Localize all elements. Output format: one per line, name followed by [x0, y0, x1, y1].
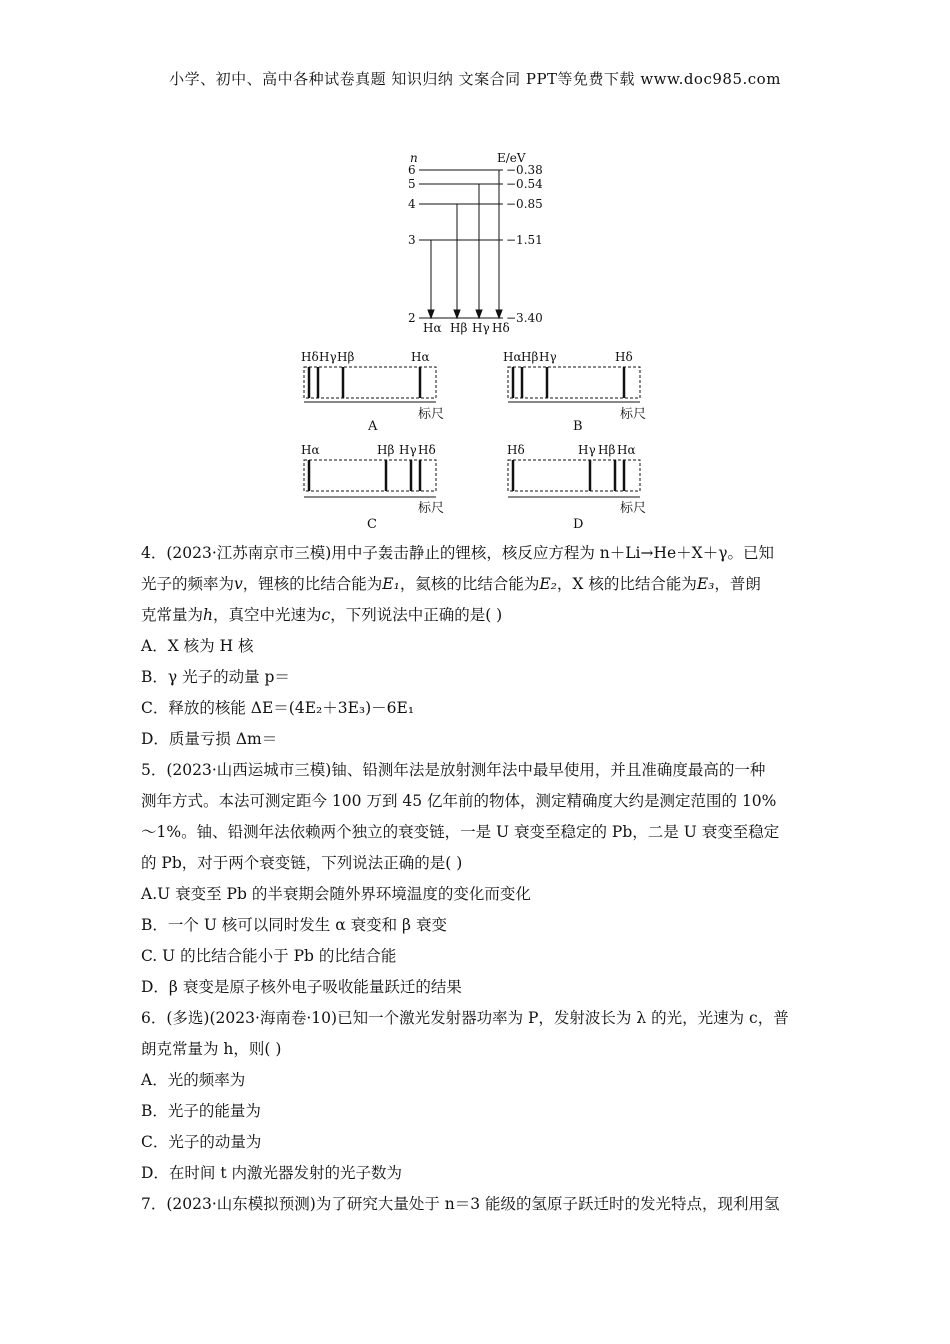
q4-stem-line-3	[141, 600, 811, 631]
q6-option-c: C．光子的动量为	[141, 1133, 262, 1151]
q4-stem-3c: ，下列说法中正确的是( )	[330, 606, 503, 624]
spectrum-b-label-2: Hβ	[521, 350, 539, 364]
q5-stem-line-2: 测年方式。本法可测定距今 100 万到 45 亿年前的物体，测定精确度大约是测定范围的 10%	[141, 792, 777, 810]
q4-option-a: A．X 核为 H 核	[141, 637, 254, 655]
page-header: 小学、初中、高中各种试卷真题 知识归纳 文案合同 PPT等免费下载 www.doc985.com	[169, 70, 781, 88]
q5-option-a: A.U 衰变至 Pb 的半衰期会随外界环境温度的变化而变化	[141, 885, 531, 903]
question-6	[141, 1003, 811, 1189]
spectrum-b-label-1: Hα	[503, 350, 522, 364]
q4-sym-v: v	[234, 575, 243, 593]
spectrum-a-label-3: Hβ	[337, 350, 355, 364]
question-7	[141, 1189, 811, 1220]
spectrum-c-option: C	[367, 517, 377, 532]
arrow-head-gamma	[476, 310, 482, 318]
q4-stem-2c: ，氦核的比结合能为	[399, 575, 540, 593]
spectrum-b-label-3: Hγ	[539, 350, 557, 364]
level-n-3: 3	[408, 233, 416, 247]
q4-stem-line-2	[141, 569, 811, 600]
q4-stem-2e: ，普朗	[714, 575, 761, 593]
q6-option-d: D．在时间 t 内激光器发射的光子数为	[141, 1164, 403, 1182]
level-e-3: −1.51	[506, 233, 543, 247]
spectrum-a-ruler-label: 标尺	[418, 407, 445, 422]
q4-sym-e3: E₃	[696, 575, 715, 593]
axis-n-label: n	[410, 151, 418, 165]
q5-option-d: D．β 衰变是原子核外电子吸收能量跃迁的结果	[141, 978, 462, 996]
q5-stem-line-3: ～1%。铀、铅测年法依赖两个独立的衰变链，一是 U 衰变至稳定的 Pb，二是 U 衰变至稳定	[141, 823, 780, 841]
transition-label-delta: Hδ	[492, 321, 510, 335]
spectrum-c	[301, 443, 444, 532]
spectrum-b-ruler-label: 标尺	[620, 407, 647, 422]
spectrum-d-option: D	[573, 517, 584, 532]
spectrum-d-label-1: Hδ	[507, 443, 525, 457]
spectrum-a	[301, 350, 444, 434]
q4-sym-e2: E₂	[539, 575, 557, 593]
spectrum-a-frame	[304, 367, 436, 398]
q5-option-c: C. U 的比结合能小于 Pb 的比结合能	[141, 947, 397, 965]
level-n-2: 2	[408, 311, 416, 325]
q6-stem-line-1: 6．(多选)(2023·海南卷·10)已知一个激光发射器功率为 P，发射波长为 λ 的光，光速为 c，普	[141, 1009, 789, 1027]
axis-e-label: E/eV	[497, 151, 526, 165]
energy-level-figure	[0, 0, 950, 540]
level-e-6: −0.38	[506, 163, 543, 177]
q4-stem-2d: ，X 核的比结合能为	[556, 575, 697, 593]
spectrum-c-ruler-label: 标尺	[418, 501, 445, 516]
spectrum-c-label-3: Hγ	[399, 443, 417, 457]
arrow-head-beta	[454, 310, 460, 318]
level-n-6: 6	[408, 163, 416, 177]
spectrum-b-option: B	[573, 419, 583, 434]
spectrum-b	[503, 350, 646, 434]
arrow-head-alpha	[428, 310, 434, 318]
q5-option-b: B．一个 U 核可以同时发生 α 衰变和 β 衰变	[141, 916, 447, 934]
q4-sym-h: h	[203, 606, 213, 624]
level-e-2: −3.40	[506, 311, 543, 325]
arrow-head-delta	[496, 310, 502, 318]
spectrum-c-label-2: Hβ	[377, 443, 395, 457]
spectrum-d-frame	[508, 460, 640, 491]
level-e-5: −0.54	[506, 177, 543, 191]
transition-label-beta: Hβ	[450, 321, 468, 335]
q4-stem-3b: ，真空中光速为	[213, 606, 322, 624]
spectrum-d-ruler-label: 标尺	[620, 501, 647, 516]
q4-sym-e1: E₁	[382, 575, 400, 593]
level-e-4: −0.85	[506, 197, 543, 211]
q4-option-d: D．质量亏损 Δm＝	[141, 730, 278, 748]
spectrum-a-label-4: Hα	[411, 350, 430, 364]
transition-label-gamma: Hγ	[472, 321, 490, 335]
spectrum-d-label-4: Hα	[617, 443, 636, 457]
spectrum-d	[507, 443, 646, 532]
q4-option-b: B．γ 光子的动量 p＝	[141, 668, 290, 686]
q4-stem-2b: ，锂核的比结合能为	[242, 575, 383, 593]
spectrum-b-label-4: Hδ	[615, 350, 633, 364]
q6-stem-line-2: 朗克常量为 h，则( )	[141, 1040, 282, 1058]
spectrum-a-label-1: Hδ	[301, 350, 319, 364]
q6-option-b: B．光子的能量为	[141, 1102, 261, 1120]
transition-label-alpha: Hα	[423, 321, 442, 335]
q4-stem-3a: 克常量为	[141, 606, 204, 624]
spectrum-d-label-3: Hβ	[598, 443, 616, 457]
figure-svg	[0, 0, 950, 540]
q4-stem-2a: 光子的频率为	[141, 575, 235, 593]
spectrum-d-label-2: Hγ	[578, 443, 596, 457]
spectrum-a-option: A	[368, 419, 378, 434]
q5-stem-line-4: 的 Pb，对于两个衰变链，下列说法正确的是( )	[141, 854, 463, 872]
spectrum-c-label-4: Hδ	[418, 443, 436, 457]
q7-stem-line-1: 7．(2023·山东模拟预测)为了研究大量处于 n＝3 能级的氢原子跃迁时的发光特点，现利用氢	[141, 1195, 780, 1213]
q5-stem-line-1: 5．(2023·山西运城市三模)铀、铅测年法是放射测年法中最早使用，并且准确度最高的一种	[141, 761, 766, 779]
q6-option-a: A．光的频率为	[141, 1071, 246, 1089]
spectrum-c-frame	[304, 460, 436, 491]
spectrum-b-frame	[508, 367, 640, 398]
question-5	[141, 755, 811, 1003]
q4-stem-line-1: 4．(2023·江苏南京市三模)用中子轰击静止的锂核，核反应方程为 n＋Li→He＋X＋γ。已知	[141, 544, 774, 562]
question-4	[141, 538, 811, 755]
q4-sym-c: c	[321, 606, 331, 624]
level-n-4: 4	[408, 197, 416, 211]
spectrum-c-label-1: Hα	[301, 443, 320, 457]
spectrum-a-label-2: Hγ	[319, 350, 337, 364]
level-n-5: 5	[408, 177, 416, 191]
q4-option-c: C．释放的核能 ΔE＝(4E₂＋3E₃)－6E₁	[141, 699, 415, 717]
